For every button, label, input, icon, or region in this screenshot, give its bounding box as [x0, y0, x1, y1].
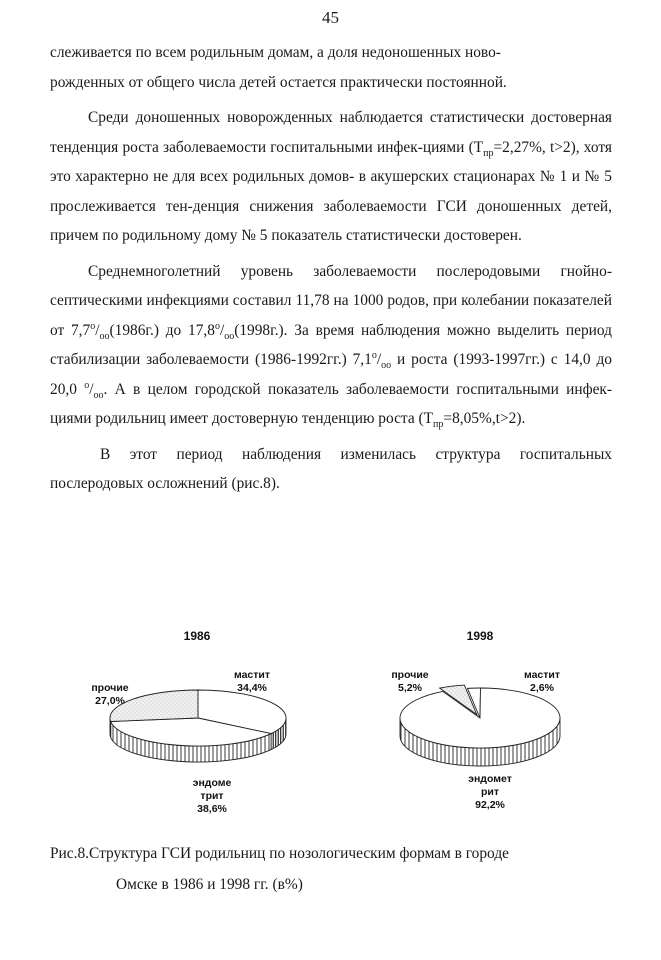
- paragraph-2-text-cont: =2,27%, t>2), хотя это характерно не для всех родильных домов- в акушерских стационарах № 1 и № 5 прослеживается тен-денция снижения заболеваемости ГСИ доношенных детей, причем по родильному дому № 5 показатель статистически достоверен.: [50, 138, 612, 244]
- superscript-o: о: [84, 379, 90, 391]
- pie-data-label: эндоме: [192, 777, 232, 789]
- pie-charts-svg: [40, 590, 630, 830]
- subscript-pr: пр: [433, 419, 444, 431]
- body-text: [50, 38, 612, 505]
- paragraph-3-text-f: =8,05%,t>2).: [443, 410, 526, 427]
- superscript-o: о: [214, 320, 220, 332]
- paragraph-4: В этот период наблюдения изменилась структура госпитальных послеродовых осложнений (рис.8).: [50, 445, 612, 492]
- pie-data-label: 27,0%: [95, 695, 125, 707]
- slash: /: [219, 321, 225, 339]
- pie-data-label: мастит: [523, 669, 561, 681]
- chart-title-1998: 1998: [466, 629, 494, 643]
- superscript-o: о: [90, 320, 96, 332]
- paragraph-3: [50, 257, 612, 434]
- subscript-oo: оо: [224, 330, 235, 342]
- caption-line-1: Рис.8.Структура ГСИ родильниц по нозологическим формам в городе: [50, 845, 509, 862]
- pie-data-label: рит: [480, 786, 500, 798]
- subscript-pr: пр: [483, 147, 494, 159]
- page-number: 45: [322, 8, 339, 27]
- chart-title-1986: 1986: [183, 629, 211, 643]
- paragraph-3-text-d: и роста (1993-1997гг.) с 14,0 до 20,0: [50, 351, 613, 398]
- subscript-oo: оо: [93, 389, 104, 401]
- slash: /: [89, 380, 94, 398]
- pie-slice: [400, 688, 560, 748]
- figure-pie-charts: [40, 590, 630, 830]
- pie-data-label: 34,4%: [237, 682, 267, 694]
- pie-data-label: 38,6%: [197, 803, 227, 815]
- paragraph-3-text-a: Среднемноголетний уровень заболеваемости послеродовыми гнойно-септическими инфекциями составил 11,78 на 1000 родов, при колебании показателей от 7,7: [50, 262, 612, 339]
- paragraph-1-line-1: слеживается по всем родильным домам, а доля недоношенных ново-: [50, 44, 501, 61]
- slash: /: [376, 351, 382, 368]
- pie-data-label: трит: [200, 790, 224, 802]
- pie-data-label: прочие: [391, 669, 429, 681]
- pie-data-label: мастит: [233, 669, 271, 681]
- figure-caption: [50, 838, 620, 900]
- subscript-oo: оо: [99, 330, 110, 342]
- paragraph-3-text-e: . А в целом городской показатель заболеваемости госпитальными инфек-циями родильниц имеет достоверную тенденцию роста (Т: [50, 380, 612, 427]
- pie-data-label: прочие: [91, 682, 129, 694]
- paragraph-1-line-2: рожденных от общего числа детей остается практически постоянной.: [50, 73, 507, 91]
- paragraph-2: [50, 103, 612, 251]
- pie-data-label: 92,2%: [475, 799, 505, 811]
- paragraph-3-text-b: (1986г.) до 17,8: [109, 321, 215, 339]
- superscript-o: о: [371, 349, 377, 361]
- caption-line-2: Омске в 1986 и 1998 гг. (в%): [116, 876, 303, 893]
- paragraph-2-text: Среди доношенных новорожденных наблюдается статистически достоверная тенденция роста заболеваемости госпитальными инфек-циями (Т: [50, 109, 612, 156]
- slash: /: [95, 321, 100, 339]
- paragraph-1: [50, 38, 612, 97]
- subscript-oo: оо: [381, 360, 392, 372]
- pie-data-label: 5,2%: [398, 682, 422, 694]
- paragraph-3-text-c: (1998г.). За время наблюдения можно выделить период стабилизации заболеваемости (1986-1992гг.) 7,1: [50, 321, 612, 368]
- pie-data-label: 2,6%: [530, 682, 554, 694]
- pie-data-label: эндомет: [468, 773, 512, 785]
